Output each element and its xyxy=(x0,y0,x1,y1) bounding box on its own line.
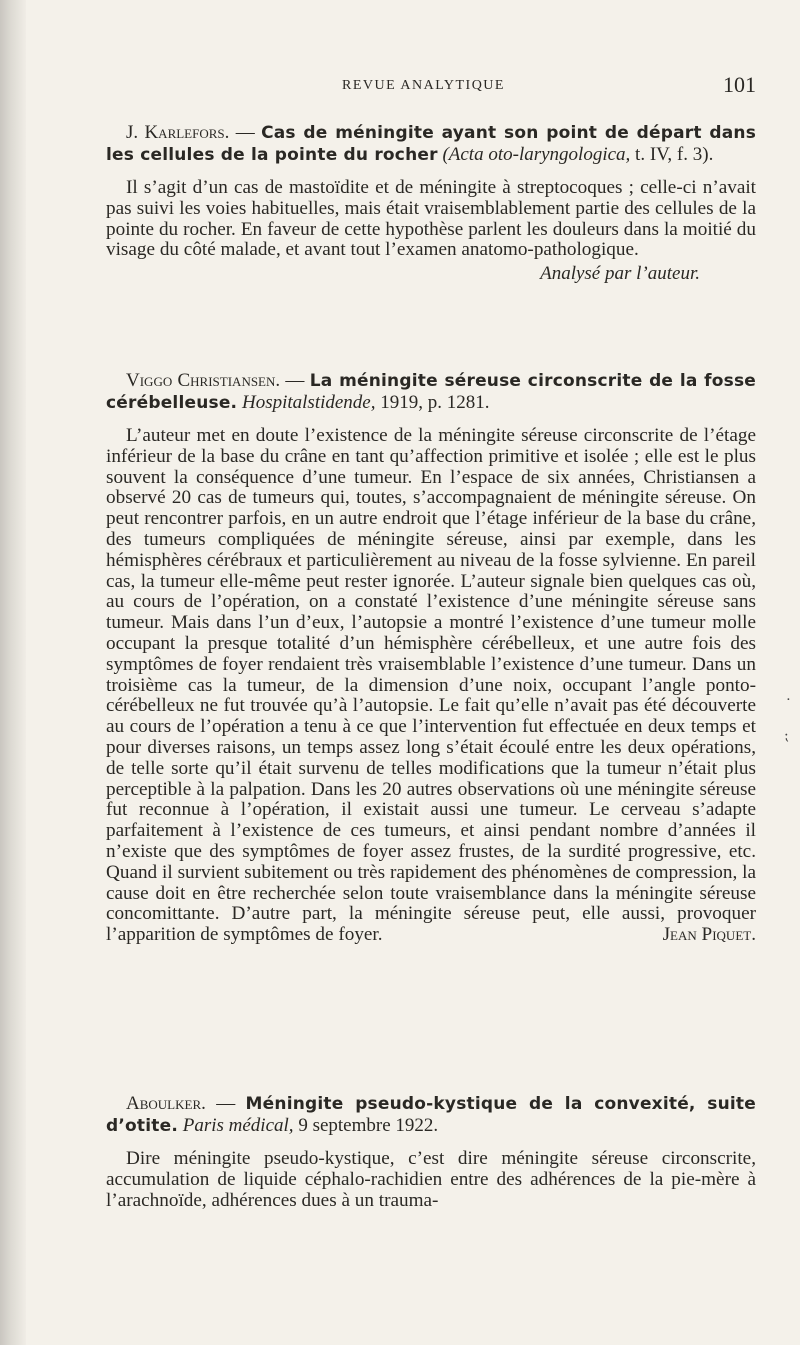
article-heading xyxy=(106,370,756,414)
article-title: La méningite séreuse circonscrite de la fosse cérébelleuse. xyxy=(106,371,757,413)
article-source-detail: t. IV, f. 3). xyxy=(635,144,714,165)
article-paragraph: Dire méningite pseudo-kystique, c’est dire méningite séreuse circonscrite, accumulation de liquide céphalo-rachidien entre des adhérences de la pie-mère à l’arachnoïde, adhérences dues à un trauma- xyxy=(106,1148,756,1211)
page-gutter-shadow xyxy=(0,0,26,1345)
article-paragraph xyxy=(106,426,756,946)
article-author: Aboulker. xyxy=(126,1093,206,1114)
heading-separator: — xyxy=(205,1093,246,1114)
margin-speck: ⁏ xyxy=(784,729,789,744)
article-signature: Analysé par l’auteur. xyxy=(540,263,700,285)
page-number: 101 xyxy=(723,72,756,97)
article-paragraph-text: L’auteur met en doute l’existence de la méningite séreuse circonscrite de l’étage inférieur de la base du crâne en tant qu’affection primitive et isolée ; elle est le plus souvent la conséquence d’une tumeur. En l’espace de six années, Christiansen a observé 20 cas de tumeurs qui, toutes, s’accompagnaient de méningite séreuse. On peut rencontrer parfois, en un autre endroit que l’étage inférieur de la base du crâne, des tumeurs compliquées de méningite séreuse, ainsi par exemple, dans les hémisphères cérébraux et particulièrement au niveau de la fosse sylvienne. En pareil cas, la tumeur elle-même peut rester ignorée. L’auteur signale bien quelques cas où, au cours de l’opération, on a constaté l’existence d’une méningite séreuse sans tumeur. Mais dans l’un d’eux, l’autopsie a montré l’existence d’une tumeur molle occupant la presque totalité d’un hémisphère cérébelleux, et une autre fois des symptômes de foyer rendaient très vraisemblable l’existence d’une tumeur. Dans un troisième cas la tumeur, de la dimension d’une noix, occupant l’angle ponto-cérébelleux ne fut trouvée qu’à l’autopsie. Le fait qu’elle n’avait pas été découverte au cours de l’opération a tenu à ce que l’intervention fut effectuée en deux temps et pour diverses raisons, un temps assez long s’était écoulé entre les deux opérations, de telle sorte qu’il était survenu de telles modifications que la tumeur n’était plus perceptible à la palpation. Dans les 20 autres observations où une méningite séreuse fut reconnue à l’opération, il existait aussi une tumeur. Le cerveau s’adapte parfaitement à l’existence de ces tumeurs, et ainsi pendant nombre d’années il n’existe que des symptômes de foyer assez frustes, de la surdité progressive, etc. Quand il survient subitement ou très rapidement des phénomènes de compression, la cause doit en être recherchée selon toute vraisemblance dans la méningite séreuse concomittante. D’autre part, la méningite séreuse peut, elle aussi, provoquer l’apparition de symptômes de foyer. xyxy=(106,425,756,946)
running-head xyxy=(106,72,756,100)
heading-separator: — xyxy=(280,370,310,391)
article-source-detail: 9 septembre 1922. xyxy=(298,1115,439,1136)
article-christiansen xyxy=(106,370,756,946)
margin-speck: ⋅ xyxy=(786,693,791,708)
article-signature: Jean Piquet. xyxy=(662,924,756,946)
article-aboulker xyxy=(106,1093,756,1211)
article-source: Hospitalstidende, xyxy=(241,392,376,413)
article-title: Cas de méningite ayant son point de départ dans les cellules de la pointe du rocher xyxy=(106,123,757,165)
running-title: REVUE ANALYTIQUE xyxy=(342,78,505,93)
article-heading xyxy=(106,122,756,166)
article-paragraph: Il s’agit d’un cas de mastoïdite et de méningite à streptocoques ; celle-ci n’avait pas suivi les voies habituelles, mais était vraisemblablement partie des cellules de la pointe du rocher. En faveur de cette hypothèse parlent les douleurs dans la moitié du visage du côté malade, et avant tout l’examen anatomo-pathologique. xyxy=(106,177,756,261)
article-karlefors xyxy=(106,122,756,285)
article-heading xyxy=(106,1093,756,1137)
article-source: Paris médical, xyxy=(182,1115,294,1136)
article-source: (Acta oto-laryngologica, xyxy=(442,144,631,165)
article-author: Viggo Christiansen. xyxy=(126,370,281,391)
article-source-detail: 1919, p. 1281. xyxy=(380,392,490,413)
article-author: J. Karlefors. xyxy=(126,122,230,143)
heading-separator: — xyxy=(229,122,262,143)
article-title: Méningite pseudo-kystique de la convexité, suite d’otite. xyxy=(106,1094,756,1136)
